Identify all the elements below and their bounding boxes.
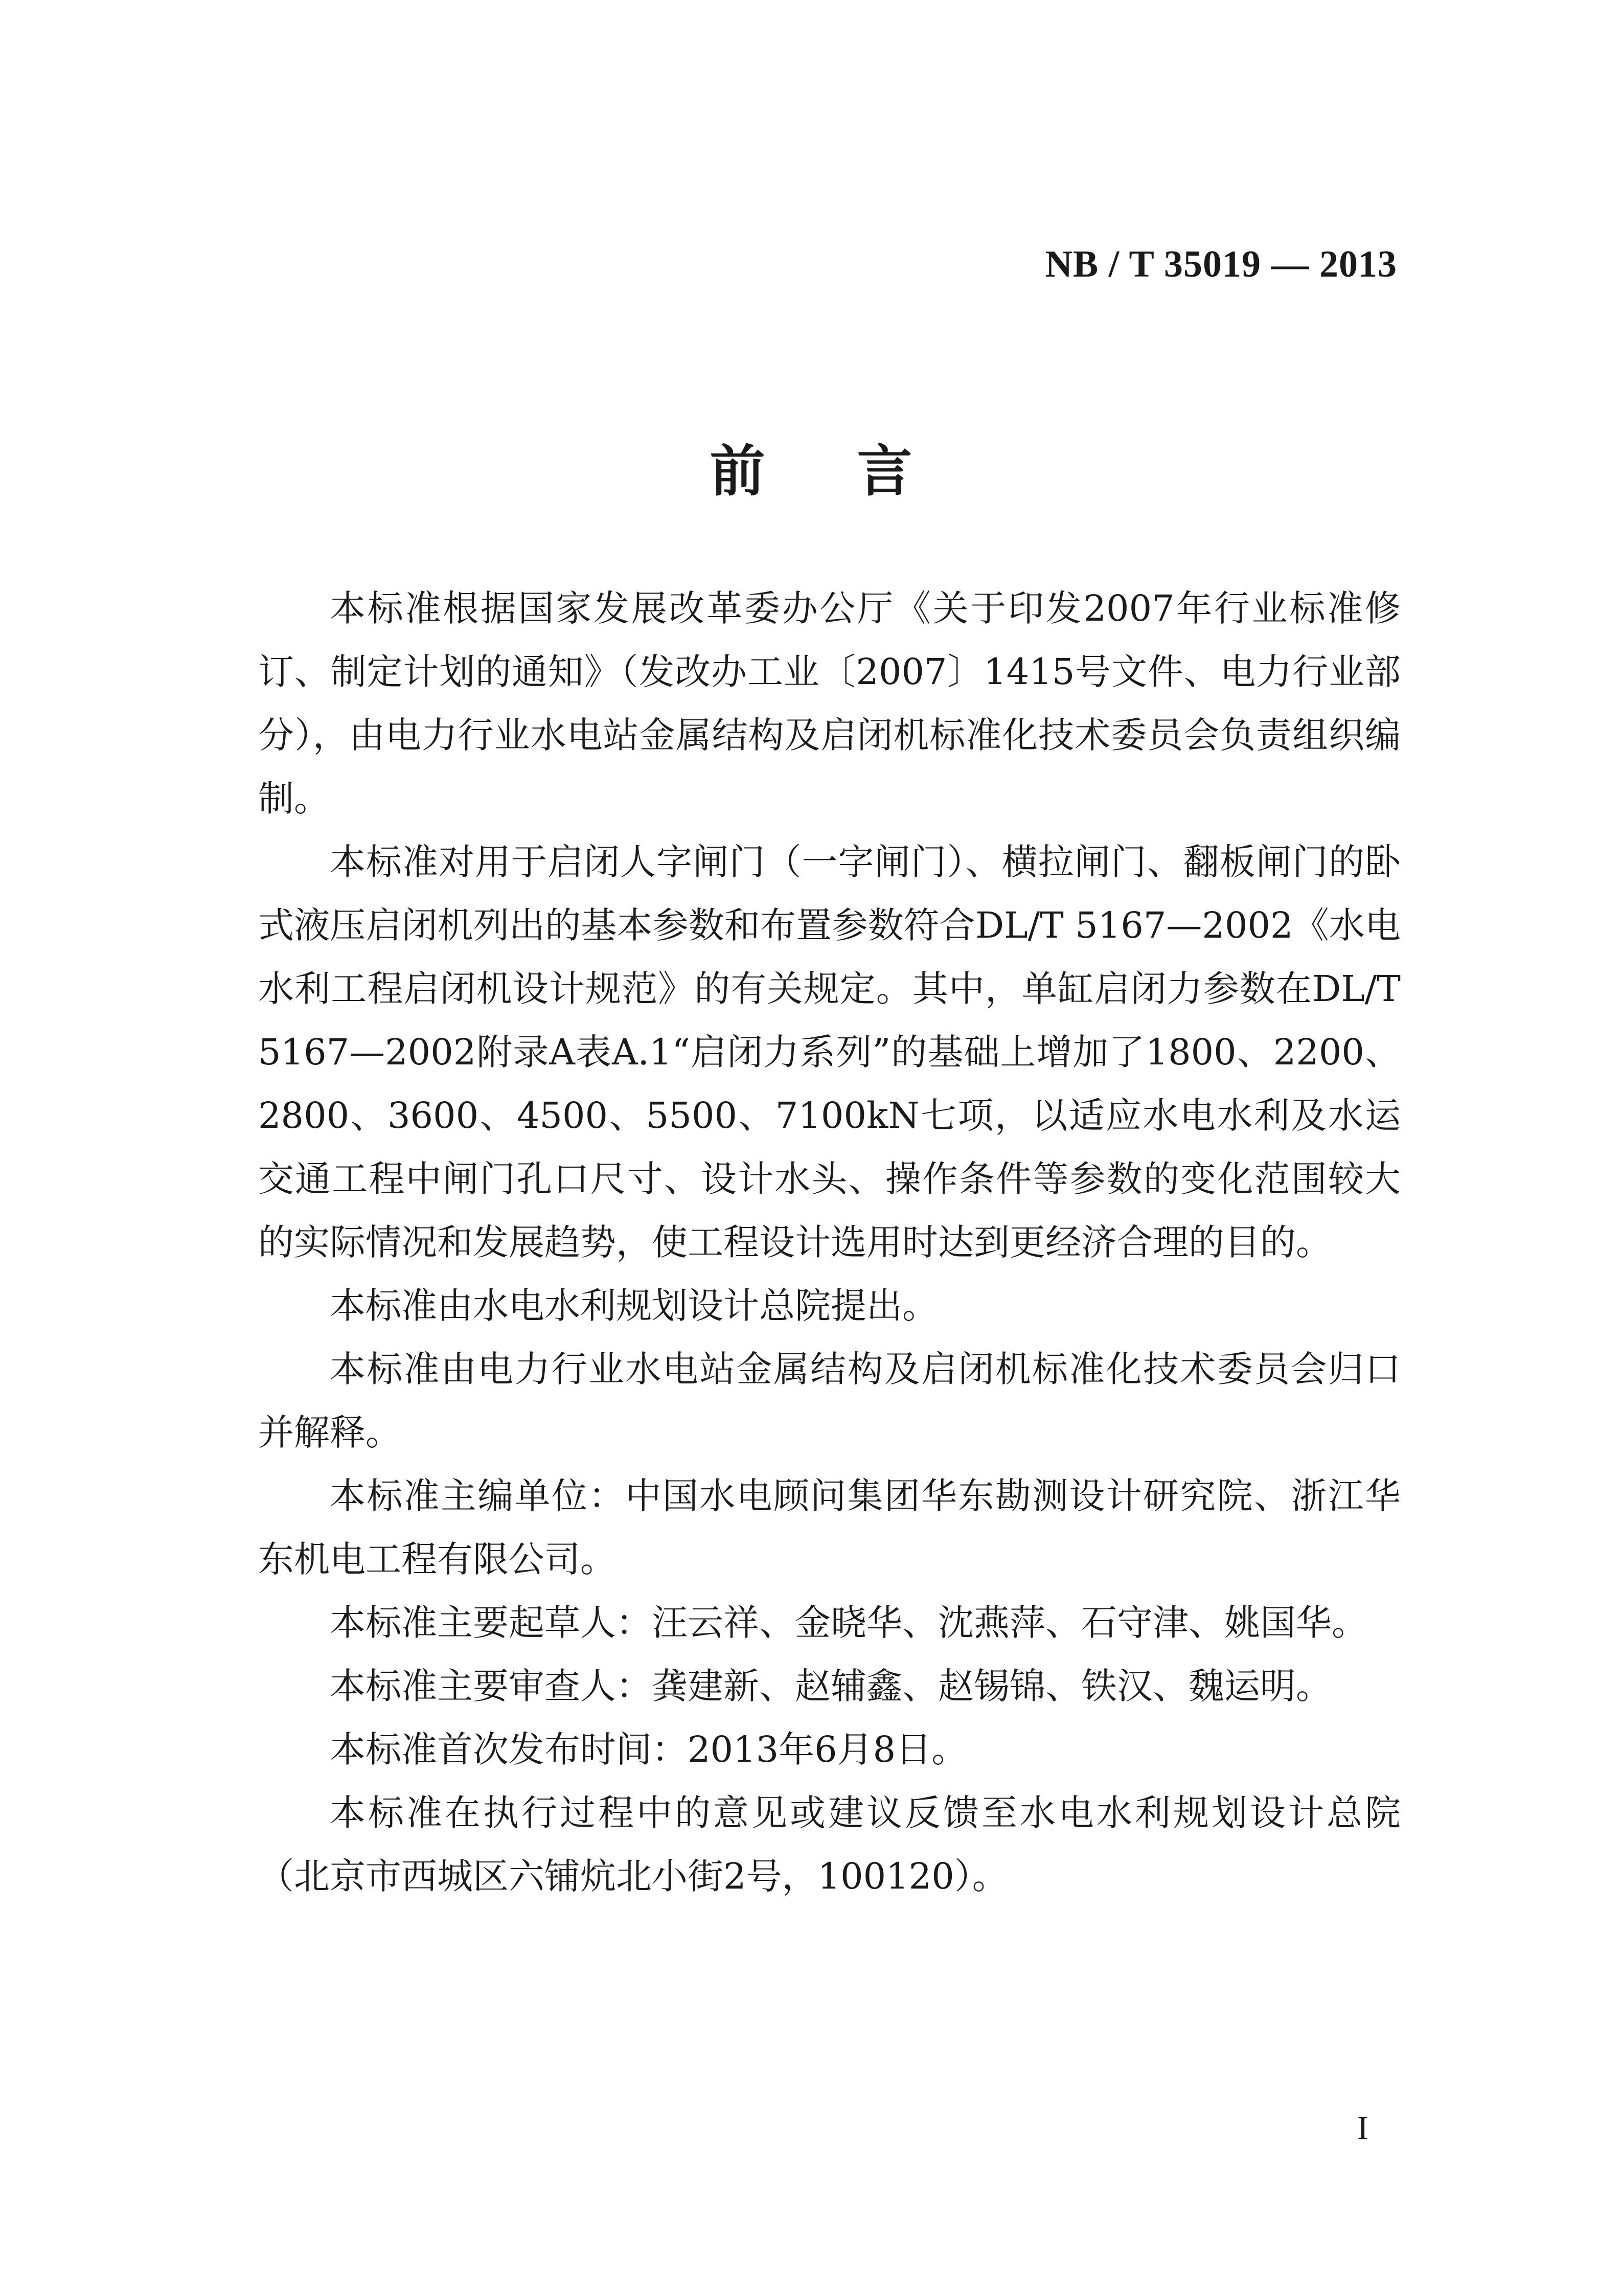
paragraph-drafters: 本标准主要起草人：汪云祥、金晓华、沈燕萍、石守津、姚国华。 [330, 1602, 1367, 1644]
paragraph-feedback: 本标准在执行过程中的意见或建议反馈至水电水利规划设计总院（北京市西城区六铺炕北小街2号，100120）。 [258, 1792, 1401, 1897]
paragraph-proposer: 本标准由水电水利规划设计总院提出。 [330, 1285, 938, 1327]
paragraph-release-date: 本标准首次发布时间：2013年6月8日。 [330, 1729, 968, 1770]
paragraph-scope: 本标准对用于启闭人字闸门（一字闸门）、横拉闸门、翻板闸门的卧式液压启闭机列出的基本参数和布置参数符合DL/T 5167—2002《水电水利工程启闭机设计规范》的有关规定。其中，单缸启闭力参数在DL/T 5167—2002附录A表A.1“启闭力系列”的基础上增加了1800、2200、2800、3600、4500、5500、7100kN七项，以适应水电水利及水运交通工程中闸门孔口尺寸、设计水头、操作条件等参数的变化范围较大的实际情况和发展趋势，使工程设计选用时达到更经济合理的目的。 [258, 841, 1401, 1263]
preface-body [258, 577, 1401, 1908]
paragraph-administrator: 本标准由电力行业水电站金属结构及启闭机标准化技术委员会归口并解释。 [258, 1348, 1401, 1453]
standard-code: NB / T 35019 — 2013 [1045, 243, 1397, 285]
page-title: 前言 [710, 439, 1004, 504]
paragraph-chief-editors: 本标准主编单位：中国水电顾问集团华东勘测设计研究院、浙江华东机电工程有限公司。 [258, 1475, 1401, 1580]
paragraph-basis: 本标准根据国家发展改革委办公厅《关于印发2007年行业标准修订、制定计划的通知》（发改办工业〔2007〕1415号文件、电力行业部分），由电力行业水电站金属结构及启闭机标准化技术委员会负责组织编制。 [258, 587, 1401, 820]
paragraph-reviewers: 本标准主要审查人：龚建新、赵辅鑫、赵锡锦、铁汉、魏运明。 [330, 1665, 1332, 1707]
page-number: I [1357, 2109, 1368, 2147]
